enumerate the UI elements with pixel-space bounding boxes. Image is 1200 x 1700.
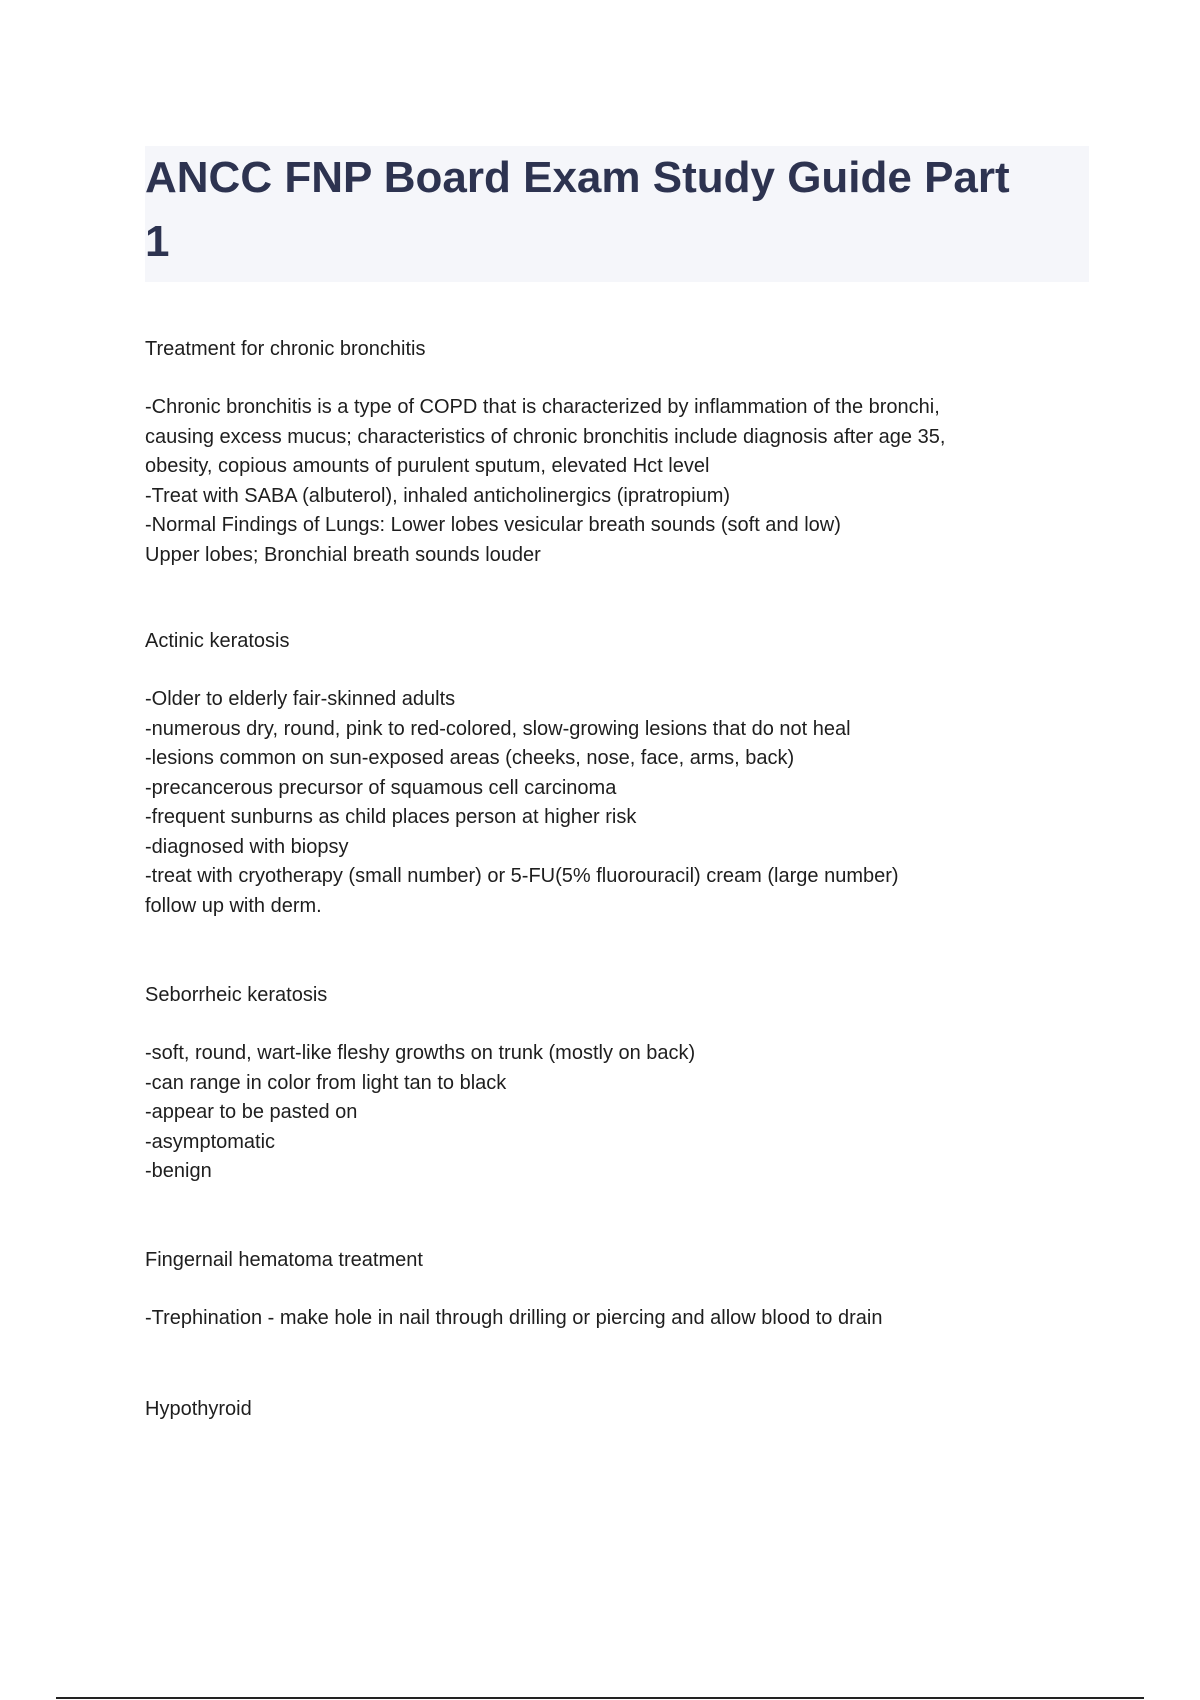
body-line: -Normal Findings of Lungs: Lower lobes vesicular breath sounds (soft and low) (145, 514, 841, 536)
section-actinic-keratosis (145, 627, 1095, 921)
body-line: -diagnosed with biopsy (145, 835, 349, 858)
section-body (145, 1039, 1095, 1187)
section-body (145, 1304, 1095, 1334)
body-line: -treat with cryotherapy (small number) or 5-FU(5% fluorouracil) cream (large number) (145, 865, 899, 887)
body-line: follow up with derm. (145, 894, 322, 917)
title-block (145, 146, 1089, 282)
section-seborrheic-keratosis (145, 981, 1095, 1187)
section-body (145, 393, 1095, 570)
page-bottom-divider (56, 1697, 1144, 1699)
body-line: causing excess mucus; characteristics of chronic bronchitis include diagnosis after age 35, (145, 425, 946, 448)
section-chronic-bronchitis (145, 335, 1095, 570)
body-line: -can range in color from light tan to black (145, 1071, 507, 1094)
section-body (145, 685, 1095, 921)
body-line: -Older to elderly fair-skinned adults (145, 688, 456, 710)
body-line: -appear to be pasted on (145, 1101, 358, 1123)
body-line: -Trephination - make hole in nail through drilling or piercing and allow blood to drain (145, 1307, 883, 1329)
title-line-1: ANCC FNP Board Exam Study Guide Part (145, 153, 1010, 202)
body-line: -Treat with SABA (albuterol), inhaled anticholinergics (ipratropium) (145, 484, 731, 507)
section-hypothyroid (145, 1395, 1095, 1424)
body-line: obesity, copious amounts of purulent sputum, elevated Hct level (145, 455, 710, 477)
body-line: -Chronic bronchitis is a type of COPD that is characterized by inflammation of the bronchi, (145, 396, 940, 418)
page-title (145, 146, 1089, 274)
body-line: Upper lobes; Bronchial breath sounds louder (145, 543, 541, 566)
section-heading: Seborrheic keratosis (145, 984, 328, 1006)
body-line: -lesions common on sun-exposed areas (cheeks, nose, face, arms, back) (145, 747, 795, 769)
section-heading: Actinic keratosis (145, 630, 290, 652)
body-line: -frequent sunburns as child places person at higher risk (145, 806, 637, 828)
section-heading: Treatment for chronic bronchitis (145, 338, 426, 360)
body-line: -numerous dry, round, pink to red-colored, slow-growing lesions that do not heal (145, 717, 851, 740)
section-heading: Hypothyroid (145, 1398, 252, 1420)
title-line-2: 1 (145, 217, 170, 266)
body-line: -soft, round, wart-like fleshy growths on trunk (mostly on back) (145, 1042, 696, 1064)
section-heading: Fingernail hematoma treatment (145, 1249, 423, 1271)
section-fingernail-hematoma (145, 1246, 1095, 1334)
body-line: -precancerous precursor of squamous cell carcinoma (145, 776, 617, 799)
body-line: -asymptomatic (145, 1130, 276, 1153)
body-line: -benign (145, 1160, 212, 1182)
